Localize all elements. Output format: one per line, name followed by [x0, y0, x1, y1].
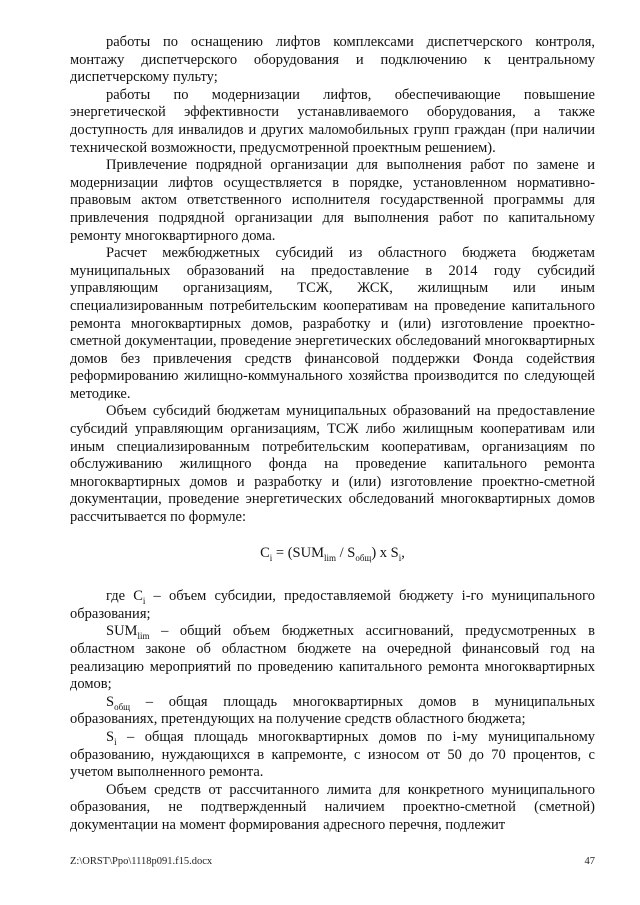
definition-subscript: i [114, 736, 117, 747]
definition-symbol: SUM [106, 623, 138, 640]
page-number: 47 [584, 856, 595, 867]
paragraph-unconfirmed-funds: Объем средств от рассчитанного лимита для конкретного муниципального образования, не подтвержденный наличием проектно-сметной (сметной) документации на момент формирования адресного перечня, подлежит [70, 781, 595, 833]
formula-si: ) x S [371, 544, 399, 561]
definition-sobsh [70, 694, 595, 729]
paragraph-subsidy-volume: Объем субсидий бюджетам муниципальных образований на предоставление субсидий управляющим организациям, ТСЖ либо жилищным кооперативам или иным специализированным потребительским кооперативам, организациям по обслуживанию жилищного фонда на проведение капитального ремонта многоквартирных домов и разработку и (или) изготовление проектно-сметной документации, проведение энергетических обследований многоквартирных домов рассчитывается по формуле: [70, 403, 595, 526]
definition-sumlim [70, 623, 595, 693]
paragraph-lift-dispatch: работы по оснащению лифтов комплексами диспетчерского контроля, монтажу диспетчерского оборудования и подключению к центральному диспетчерскому пульту; [70, 34, 595, 86]
definition-ci [70, 588, 595, 623]
definition-si [70, 729, 595, 782]
definition-text: – общий объем бюджетных ассигнований, предусмотренных в областном законе об областном бюджете на очередной финансовый год на реализацию мероприятий по проведению капитального ремонта многоквартирных домов; [70, 623, 595, 693]
document-body [70, 34, 595, 835]
formula-obsh-sub: общ [355, 552, 372, 563]
definition-subscript: lim [137, 631, 150, 642]
file-path: Z:\ORST\Ppo\1118p091.f15.docx [70, 856, 213, 867]
formula [70, 545, 595, 563]
definition-text: – общая площадь многоквартирных домов по i-му муниципальному образованию, нуждающихся в капремонте, с износом от 50 до 70 процентов, с учетом выполненного ремонта. [70, 728, 595, 781]
paragraph-contractor: Привлечение подрядной организации для выполнения работ по замене и модернизации лифтов осуществляется в порядке, установленном нормативно-правовым актом ответственного исполнителя государственной программы для привлечения подрядной организации для выполнения работ по капитальному ремонту многоквартирного дома. [70, 157, 595, 244]
formula-si-sub: i [398, 552, 402, 563]
definition-symbol: C [133, 588, 143, 605]
paragraph-lift-modernization: работы по модернизации лифтов, обеспечивающие повышение энергетической эффективности устанавливаемого оборудования, а также доступность для инвалидов и других маломобильных групп граждан (при наличии технической возможности, предусмотренной проектным решением). [70, 86, 595, 156]
definition-symbol: S [106, 728, 115, 745]
definition-subscript: общ [114, 701, 131, 712]
formula-c: C [260, 544, 270, 561]
paragraph-subsidy-calculation: Расчет межбюджетных субсидий из областного бюджета бюджетам муниципальных образований на предоставление в 2014 году субсидий управляющим организациям, ТСЖ, ЖСК, жилищным или иным специализированным потребительским кооперативам на проведение капитального ремонта многоквартирных домов, разработку и (или) изготовление проектно-сметной документации, проведение энергетических обследований многоквартирных домов без привлечения средств финансовой поддержки Фонда содействия реформированию жилищно-коммунального хозяйства производится по следующей методике. [70, 245, 595, 402]
definition-prefix: где [106, 588, 134, 605]
formula-sum: = (SUM [272, 544, 324, 561]
definition-subscript: i [142, 596, 146, 607]
formula-s-total: / S [335, 544, 356, 561]
definition-symbol: S [106, 693, 115, 710]
definition-text: – общая площадь многоквартирных домов в муниципальных образованиях, претендующих на получение средств областного бюджета; [70, 693, 595, 728]
formula-lim-sub: lim [323, 552, 336, 563]
formula-c-sub: i [269, 552, 273, 563]
definition-text: – объем субсидии, предоставляемой бюджету i-го муниципального образования; [70, 588, 595, 622]
formula-end: , [401, 544, 405, 561]
